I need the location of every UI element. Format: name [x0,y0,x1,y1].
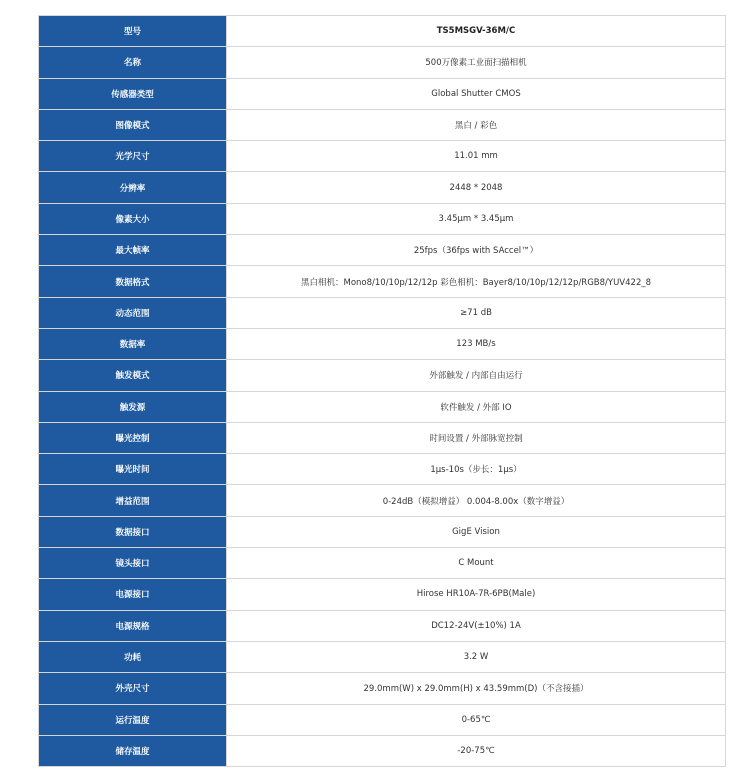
spec-value: Global Shutter CMOS [227,78,726,109]
spec-row-data-interface [39,516,726,547]
spec-value: TS5MSGV-36M/C [227,16,726,47]
spec-value: 黑白 / 彩色 [227,109,726,140]
spec-row-optical-size [39,141,726,172]
spec-row-image-mode [39,109,726,140]
spec-label: 最大帧率 [39,235,227,266]
spec-label: 曝光控制 [39,422,227,453]
spec-value: 25fps（36fps with SAccel™） [227,235,726,266]
spec-label: 名称 [39,47,227,78]
spec-row-trigger-source [39,391,726,422]
spec-value: 3.2 W [227,641,726,672]
spec-row-sensor-type [39,78,726,109]
spec-row-exposure-control [39,422,726,453]
spec-label: 数据接口 [39,516,227,547]
spec-row-dynamic-range [39,297,726,328]
spec-row-resolution [39,172,726,203]
spec-value: DC12-24V(±10%) 1A [227,610,726,641]
spec-row-name [39,47,726,78]
spec-label: 触发模式 [39,360,227,391]
spec-label: 型号 [39,16,227,47]
spec-label: 图像模式 [39,109,227,140]
spec-value: 123 MB/s [227,328,726,359]
spec-row-housing-size [39,673,726,704]
spec-label: 像素大小 [39,203,227,234]
spec-value: ≥71 dB [227,297,726,328]
spec-row-power-consumption [39,641,726,672]
spec-label: 曝光时间 [39,454,227,485]
spec-value: Hirose HR10A-7R-6PB(Male) [227,579,726,610]
spec-row-max-frame-rate [39,235,726,266]
spec-value: 500万像素工业面扫描相机 [227,47,726,78]
spec-value: 29.0mm(W) x 29.0mm(H) x 43.59mm(D)（不含接插） [227,673,726,704]
spec-value: 外部触发 / 内部自由运行 [227,360,726,391]
spec-row-lens-mount [39,548,726,579]
spec-table [38,15,726,767]
spec-value: 0-65℃ [227,704,726,735]
spec-label: 动态范围 [39,297,227,328]
spec-value: -20-75℃ [227,735,726,766]
spec-row-gain-range [39,485,726,516]
spec-value: 1μs-10s（步长：1μs） [227,454,726,485]
spec-value: 11.01 mm [227,141,726,172]
spec-label: 数据率 [39,328,227,359]
spec-value: 0-24dB（模拟增益） 0.004-8.00x（数字增益） [227,485,726,516]
spec-value: C Mount [227,548,726,579]
spec-value: 软件触发 / 外部 IO [227,391,726,422]
spec-value: 时间设置 / 外部脉宽控制 [227,422,726,453]
spec-row-model [39,16,726,47]
spec-row-trigger-mode [39,360,726,391]
spec-row-exposure-time [39,454,726,485]
spec-row-data-format [39,266,726,297]
spec-label: 数据格式 [39,266,227,297]
spec-row-data-rate [39,328,726,359]
spec-label: 传感器类型 [39,78,227,109]
spec-label: 储存温度 [39,735,227,766]
spec-label: 电源接口 [39,579,227,610]
spec-value: GigE Vision [227,516,726,547]
spec-row-operating-temp [39,704,726,735]
spec-label: 运行温度 [39,704,227,735]
spec-label: 分辨率 [39,172,227,203]
spec-table-body [39,16,726,767]
spec-label: 外壳尺寸 [39,673,227,704]
spec-value: 3.45μm * 3.45μm [227,203,726,234]
spec-value: 黑白相机：Mono8/10/10p/12/12p 彩色相机：Bayer8/10/10p/12/12p/RGB8/YUV422_8 [227,266,726,297]
spec-label: 增益范围 [39,485,227,516]
spec-row-power-connector [39,579,726,610]
spec-label: 功耗 [39,641,227,672]
spec-row-power-spec [39,610,726,641]
spec-label: 触发源 [39,391,227,422]
spec-label: 光学尺寸 [39,141,227,172]
spec-label: 电源规格 [39,610,227,641]
spec-row-storage-temp [39,735,726,766]
spec-row-pixel-size [39,203,726,234]
spec-value: 2448 * 2048 [227,172,726,203]
spec-label: 镜头接口 [39,548,227,579]
